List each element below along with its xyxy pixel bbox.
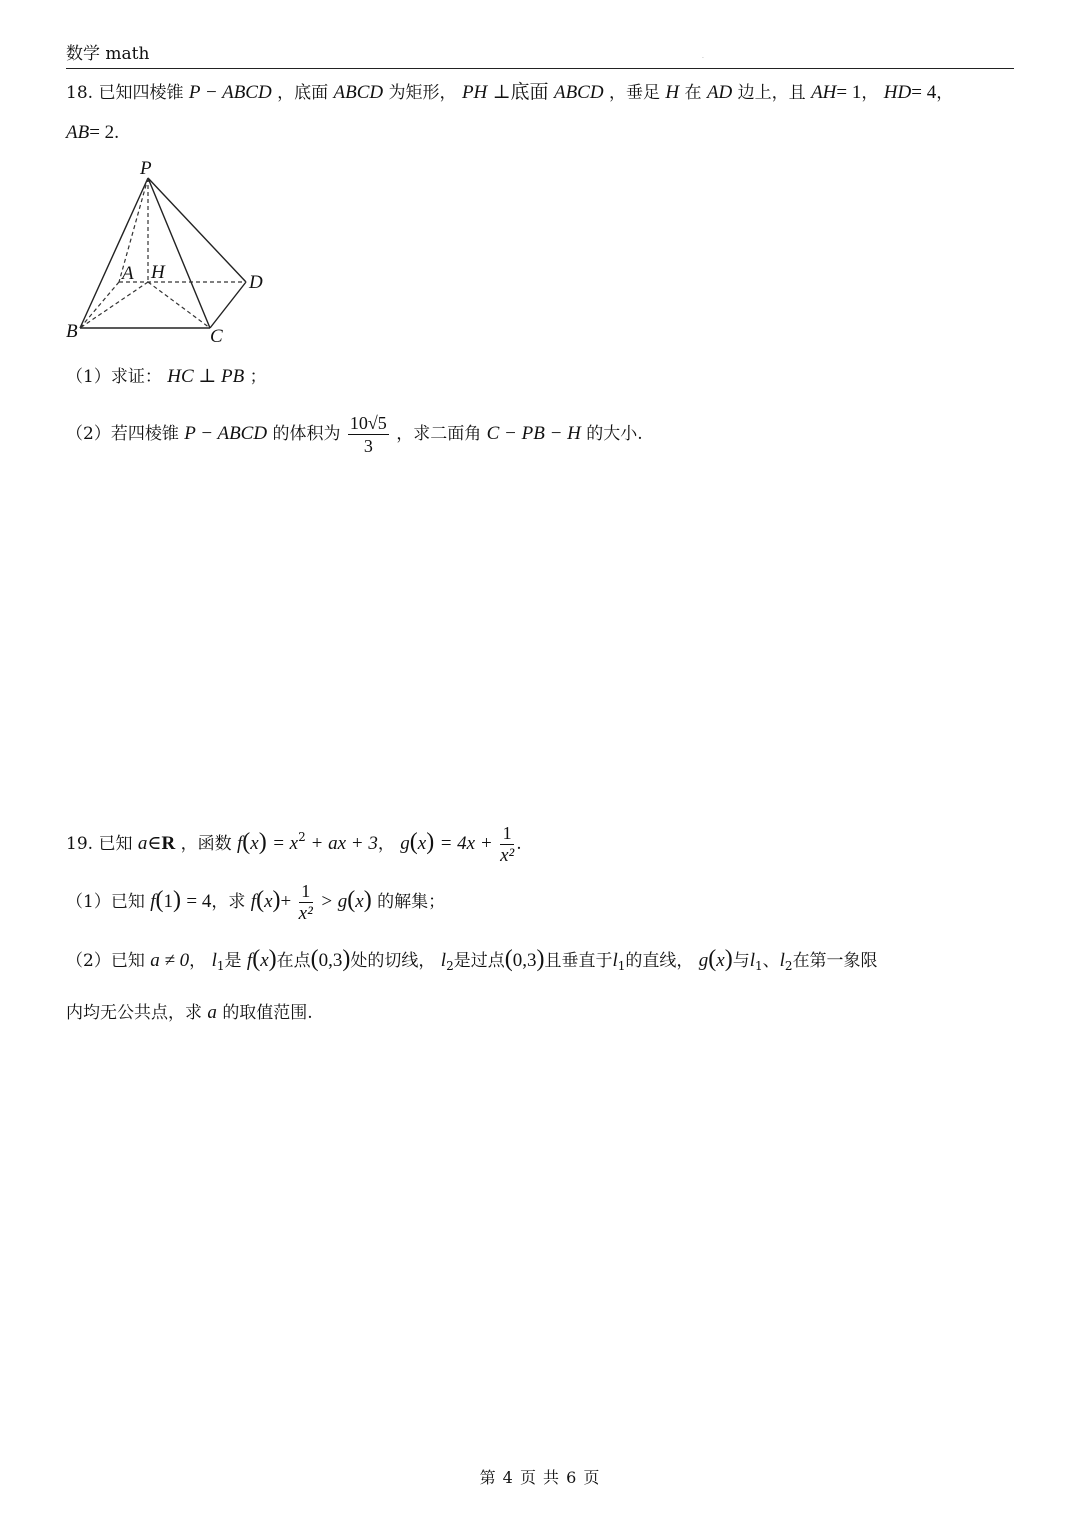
label-D: D [249,272,263,293]
edge-CD [210,282,246,328]
label-C: C [210,326,223,347]
page-footer: 第 4 页 共 6 页 [479,1468,601,1487]
q18-stem-line1: 18. 已知四棱锥 P − ABCD ，底面 ABCD 为矩形， PH ⊥底面 ABCD ，垂足 H 在 AD 边上，且 AH= 1， HD= 4， [66,82,954,103]
label-A: A [122,263,134,284]
edge-AB [80,282,119,328]
header-dot: . [702,53,704,60]
subject-label: 数学 math [66,44,150,64]
page-header [66,42,1014,69]
q18-part2: （2）若四棱锥 P − ABCD 的体积为 $\frac{10√5}{3}$ ，求二面角 C − PB − H 的大小. [66,413,643,456]
label-H: H [151,262,165,283]
q18-part1: （1）求证： HC ⊥ PB ； [66,366,267,387]
q19-part1: （1）已知 f(1) = 4，求 f(x)+ $\frac{1}{\text{x²}}$ > g(x) 的解集； [66,881,446,924]
q19-stem: 19. 已知 a∈R ，函数 $f(x) = x^2$ + ax + 3， g(x) = 4x + $\frac{1}{\text{x²}}$ . [66,823,522,866]
q18-stem-line2: AB= 2. [66,122,119,143]
label-P: P [140,158,152,179]
pyramid-figure [62,158,272,348]
inequality-fraction: $\frac{1}{\text{x²}}$ [298,881,313,924]
g-fraction: $\frac{1}{\text{x²}}$ [500,823,515,866]
volume-fraction: $\frac{10√5}{3}$ [349,413,387,456]
edge-PB [80,178,148,328]
q19-part2-line1: （2）已知 a ≠ 0， $l_1$是 f(x)在点(0,3)处的切线， $l_2$是过点(0,3)且垂直于$l_1$的直线， g(x)与$l_1$、$l_2$在第一象限 [66,946,878,973]
q19-part2-line2: 内均无公共点，求 a 的取值范围. [66,1002,313,1023]
label-B: B [66,321,78,342]
